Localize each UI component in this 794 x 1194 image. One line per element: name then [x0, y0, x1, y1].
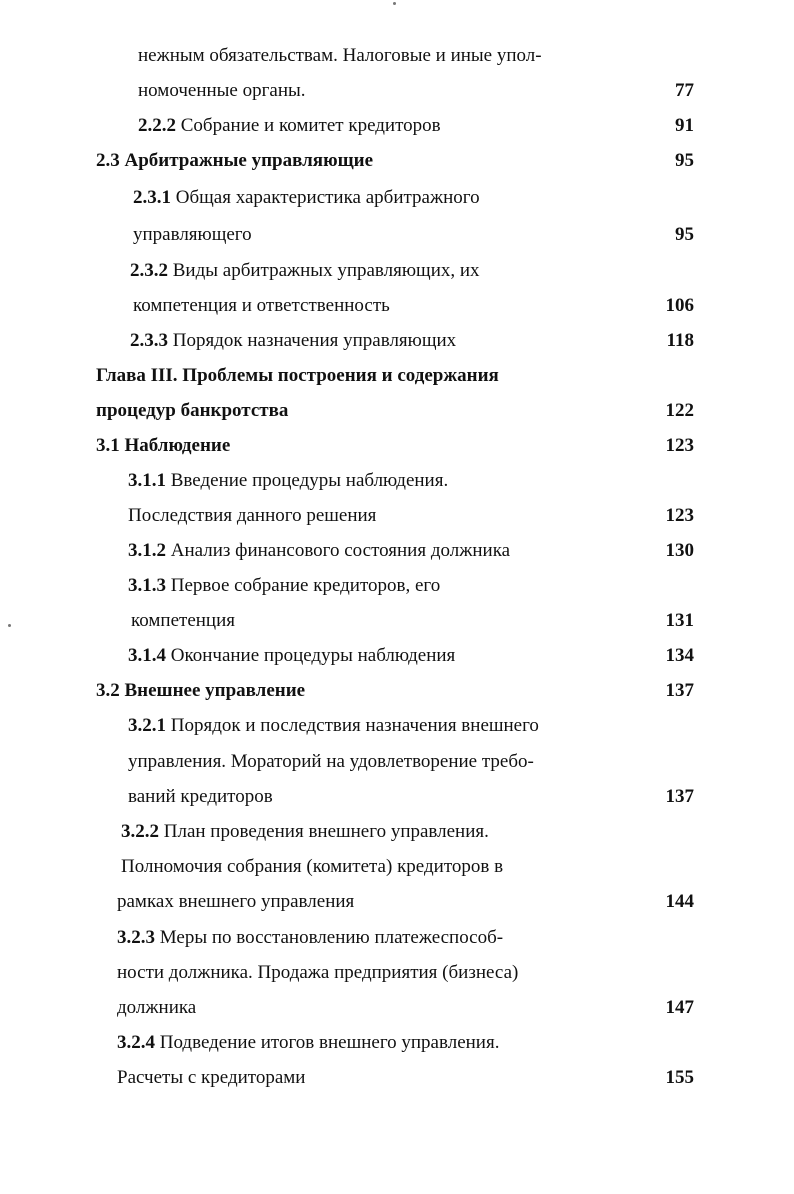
toc-text: Первое собрание кредиторов, его — [166, 575, 441, 596]
scan-speck — [8, 624, 11, 627]
toc-text: Общая характеристика арбитражного — [171, 187, 480, 208]
scan-speck — [393, 2, 396, 5]
toc-text: рамках внешнего управления — [117, 891, 355, 912]
toc-number: 2.3.2 — [130, 260, 168, 281]
toc-text: ности должника. Продажа предприятия (бизнеса) — [117, 962, 519, 983]
toc-page-number: 106 — [665, 295, 694, 316]
toc-number: 3.2.2 — [121, 821, 159, 842]
toc-page-number: 95 — [675, 224, 694, 245]
toc-text: Меры по восстановлению платежеспособ- — [155, 927, 504, 948]
toc-page-number: 134 — [665, 645, 694, 666]
toc-number: 3.1.3 — [128, 575, 166, 596]
toc-text: Порядок назначения управляющих — [168, 330, 457, 351]
toc-number: 3.2.3 — [117, 927, 155, 948]
toc-number: 2.3.3 — [130, 330, 168, 351]
toc-text: Полномочия собрания (комитета) кредиторов в — [121, 856, 504, 877]
toc-number: 3.2.1 — [128, 715, 166, 736]
toc-page-number: 122 — [665, 400, 694, 421]
toc-section-title: 3.1 Наблюдение — [96, 435, 231, 456]
toc-number: 2.2.2 — [138, 115, 176, 136]
toc-chapter-title: процедур банкротства — [96, 400, 289, 421]
toc-text: План проведения внешнего управления. — [159, 821, 489, 842]
toc-page-number: 131 — [665, 610, 694, 631]
toc-number: 3.1.1 — [128, 470, 166, 491]
toc-number: 3.1.4 — [128, 645, 166, 666]
toc-page-number: 77 — [675, 80, 694, 101]
toc-text: управляющего — [133, 224, 252, 245]
toc-page-number: 123 — [665, 505, 694, 526]
toc-page-number: 144 — [665, 891, 694, 912]
toc-text: Подведение итогов внешнего управления. — [155, 1032, 500, 1053]
toc-text: Последствия данного решения — [128, 505, 377, 526]
toc-section-title: 2.3 Арбитражные управляющие — [96, 150, 374, 171]
toc-page-number: 137 — [665, 786, 694, 807]
toc-text: Окончание процедуры наблюдения — [166, 645, 456, 666]
toc-text: нежным обязательствам. Налоговые и иные упол- — [138, 45, 542, 66]
toc-text: Виды арбитражных управляющих, их — [168, 260, 480, 281]
toc-text: Собрание и комитет кредиторов — [176, 115, 441, 136]
toc-text: компетенция — [131, 610, 236, 631]
toc-number: 3.1.2 — [128, 540, 166, 561]
toc-text: Расчеты с кредиторами — [117, 1067, 306, 1088]
toc-page-number: 123 — [665, 435, 694, 456]
toc-text: должника — [117, 997, 197, 1018]
toc-text: Введение процедуры наблюдения. — [166, 470, 449, 491]
toc-page-number: 95 — [675, 150, 694, 171]
toc-page-number: 137 — [665, 680, 694, 701]
toc-chapter-title: Глава III. Проблемы построения и содержания — [96, 365, 499, 386]
toc-number: 3.2.4 — [117, 1032, 155, 1053]
toc-page-number: 130 — [665, 540, 694, 561]
toc-text: Порядок и последствия назначения внешнего — [166, 715, 539, 736]
toc-text: управления. Мораторий на удовлетворение требо- — [128, 751, 534, 772]
toc-number: 2.3.1 — [133, 187, 171, 208]
toc-section-title: 3.2 Внешнее управление — [96, 680, 306, 701]
toc-text: компетенция и ответственность — [133, 295, 390, 316]
toc-text: номоченные органы. — [138, 80, 306, 101]
toc-page-number: 147 — [665, 997, 694, 1018]
toc-page-number: 155 — [665, 1067, 694, 1088]
toc-page-number: 118 — [666, 330, 694, 351]
toc-page-number: 91 — [675, 115, 694, 136]
toc-text: ваний кредиторов — [128, 786, 273, 807]
toc-text: Анализ финансового состояния должника — [166, 540, 511, 561]
